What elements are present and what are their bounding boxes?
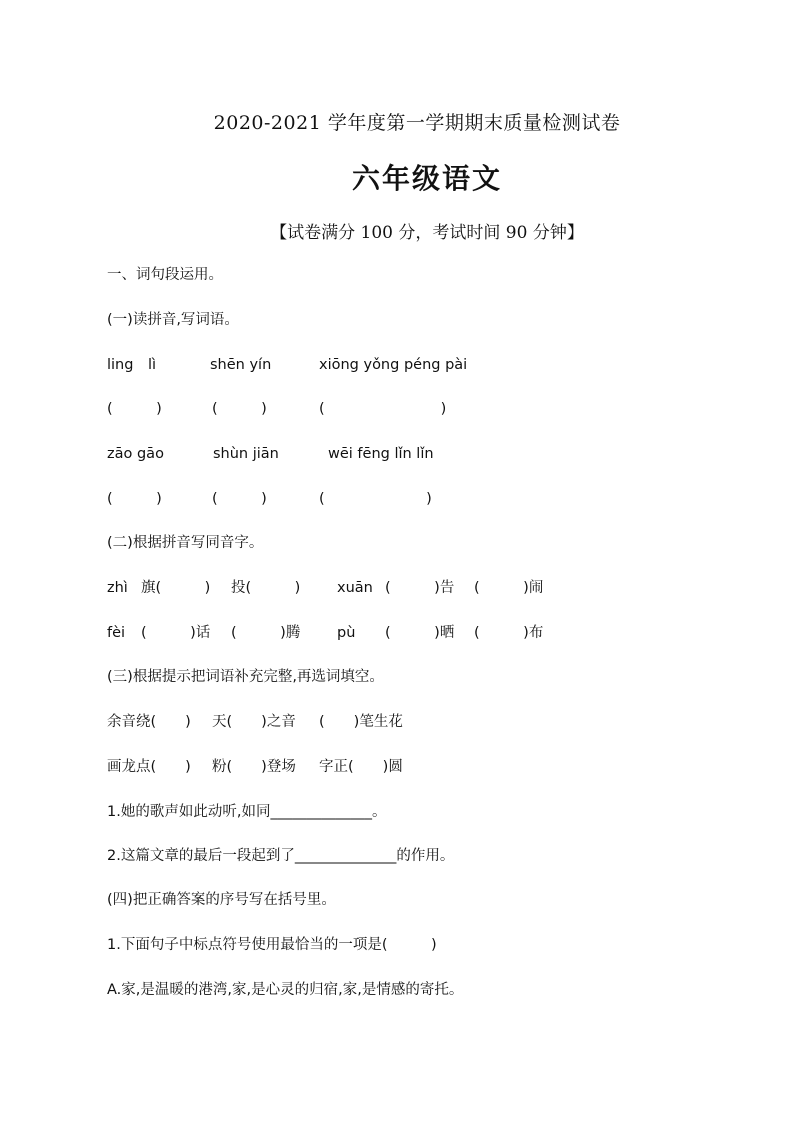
exam-title: 2020-2021 学年度第一学期期末质量检测试卷 xyxy=(213,112,621,134)
part1-heading: (一)读拼音,写词语。 xyxy=(107,312,239,328)
answer-blank: ( ) xyxy=(212,491,267,507)
answer-blank: ( ) xyxy=(107,401,162,417)
homophone-blank: ( )告 xyxy=(385,580,455,596)
pinyin-item: ling lì xyxy=(107,357,157,373)
pinyin-item: shùn jiān xyxy=(213,446,279,462)
homophone-blank: ( )腾 xyxy=(231,625,301,641)
subject-title: 六年级语文 xyxy=(351,162,502,195)
answer-blank: ( ) xyxy=(319,491,432,507)
idiom-blank: 余音绕( ) xyxy=(107,714,191,730)
idiom-blank: 画龙点( ) xyxy=(107,759,191,775)
pinyin-item: zhì xyxy=(107,580,128,596)
idiom-blank: 字正( )圆 xyxy=(319,759,403,775)
idiom-blank: 天( )之音 xyxy=(212,714,296,730)
homophone-blank: 旗( ) xyxy=(141,580,211,596)
pinyin-item: shēn yín xyxy=(210,357,272,373)
part4-heading: (四)把正确答案的序号写在括号里。 xyxy=(107,892,336,908)
homophone-blank: ( )闹 xyxy=(474,580,544,596)
fill-in-question: 1.她的歌声如此动听,如同______________。 xyxy=(107,804,387,820)
idiom-blank: 粉( )登场 xyxy=(212,759,296,775)
pinyin-item: zāo gāo xyxy=(107,446,164,462)
pinyin-item: xiōng yǒng péng pài xyxy=(319,357,468,373)
homophone-blank: ( )话 xyxy=(141,625,211,641)
pinyin-item: wēi fēng lǐn lǐn xyxy=(328,446,434,462)
fill-in-question: 2.这篇文章的最后一段起到了______________的作用。 xyxy=(107,848,455,864)
answer-blank: ( ) xyxy=(212,401,267,417)
part3-heading: (三)根据提示把词语补充完整,再选词填空。 xyxy=(107,669,384,685)
answer-blank: ( ) xyxy=(319,401,447,417)
exam-info: 【试卷满分 100 分，考试时间 90 分钟】 xyxy=(270,223,584,243)
pinyin-item: pù xyxy=(337,625,356,641)
idiom-blank: ( )笔生花 xyxy=(319,714,403,730)
answer-blank: ( ) xyxy=(107,491,162,507)
homophone-blank: ( )晒 xyxy=(385,625,455,641)
pinyin-item: fèi xyxy=(107,625,126,641)
choice-option: A.家,是温暖的港湾,家,是心灵的归宿,家,是情感的寄托。 xyxy=(107,982,464,998)
section-heading: 一、词句段运用。 xyxy=(107,267,223,283)
homophone-blank: ( )布 xyxy=(474,625,544,641)
pinyin-item: xuān xyxy=(337,580,373,596)
homophone-blank: 投( ) xyxy=(231,580,301,596)
part2-heading: (二)根据拼音写同音字。 xyxy=(107,535,264,551)
choice-question: 1.下面句子中标点符号使用最恰当的一项是( ) xyxy=(107,937,437,953)
